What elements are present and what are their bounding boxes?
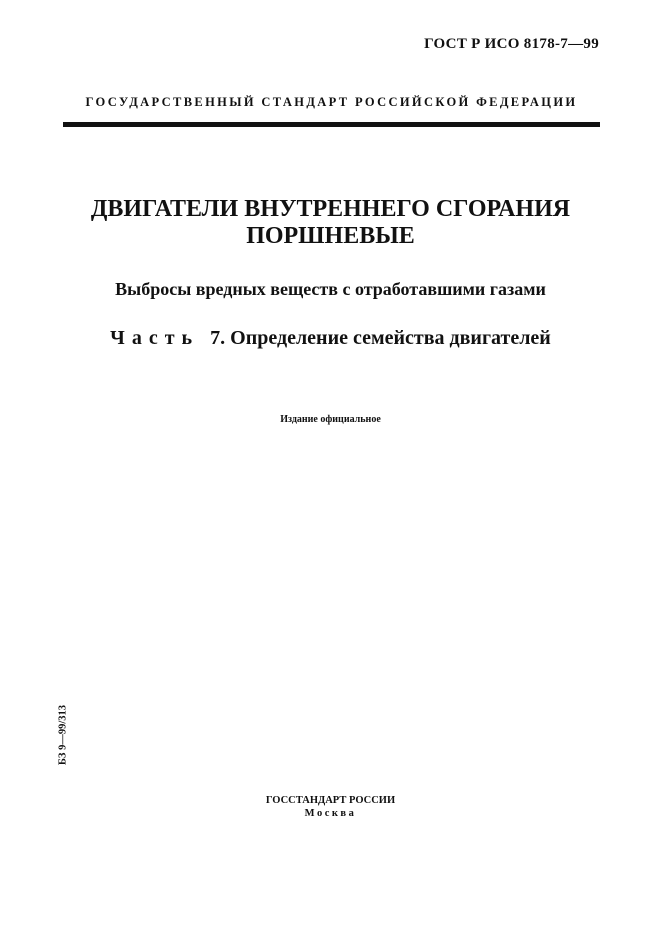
- publisher-city: Москва: [304, 808, 357, 819]
- publisher-name: ГОССТАНДАРТ РОССИИ: [265, 795, 396, 806]
- edition-note: Издание официальное: [280, 414, 381, 425]
- title-line-2: ПОРШНЕВЫЕ: [246, 223, 415, 249]
- document-subtitle: Выбросы вредных веществ с отработавшими газами: [115, 279, 546, 299]
- part-title: 7. Определение семейства двигателей: [210, 327, 551, 349]
- part-label: Часть: [110, 327, 200, 349]
- document-code: ГОСТ Р ИСО 8178-7—99: [424, 36, 599, 52]
- state-standard-heading: ГОСУДАРСТВЕННЫЙ СТАНДАРТ РОССИЙСКОЙ ФЕДЕРАЦИИ: [85, 95, 578, 109]
- part-heading: [40, 327, 621, 350]
- header-divider: [63, 122, 600, 127]
- document-title: [40, 196, 621, 250]
- title-line-1: ДВИГАТЕЛИ ВНУТРЕННЕГО СГОРАНИЯ: [90, 196, 571, 222]
- publisher-block: [40, 794, 621, 820]
- side-publication-code: БЗ 9—99/313: [57, 704, 69, 766]
